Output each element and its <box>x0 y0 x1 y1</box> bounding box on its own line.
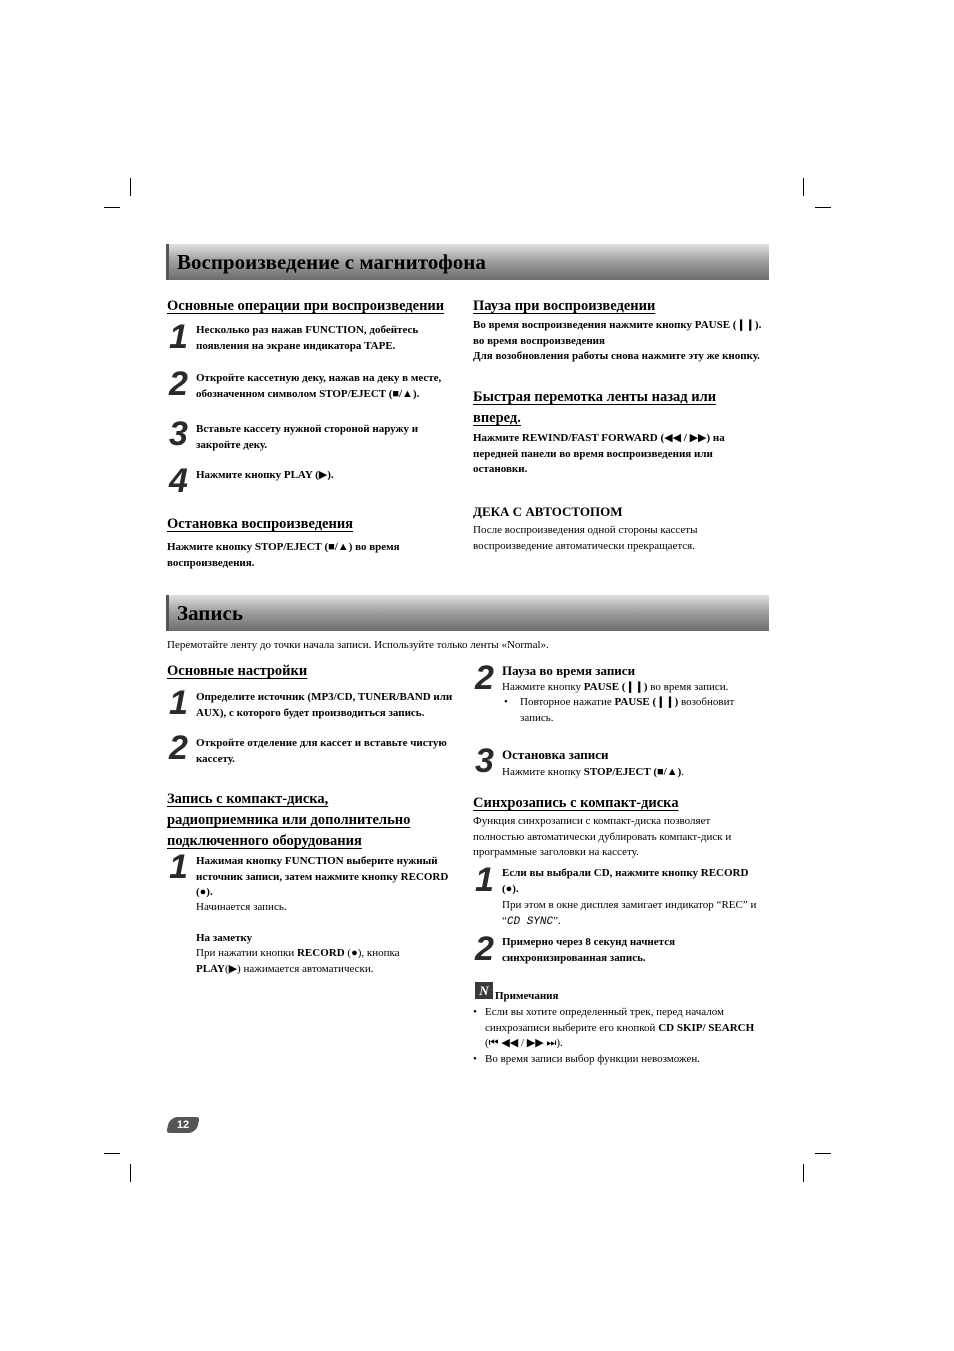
ffrew-text: Нажмите REWIND/FAST FORWARD (◀◀ / ▶▶) на передней панели во время воспроизведения или остановки. <box>473 432 725 476</box>
basic-settings-heading: Основные настройки <box>167 663 308 679</box>
stop-playback-text: Нажмите кнопку STOP/EJECT (■/▲) во время воспроизведения. <box>167 541 400 569</box>
crop-mark <box>803 1164 804 1182</box>
step-number: 3 <box>169 415 188 453</box>
step-text: Откройте отделение для кассет и вставьте чистую кассету. <box>196 737 447 765</box>
step-text: Несколько раз нажав FUNCTION, добейтесь появления на экране индикатора TAPE. <box>196 324 419 352</box>
step-number: 2 <box>169 365 188 403</box>
step-number: 1 <box>169 318 188 356</box>
recording-intro: Перемотайте ленту до точки начала записи. Используйте только ленты «Normal». <box>167 639 549 651</box>
note-text-part: PLAY <box>196 962 225 975</box>
step-text: Примерно через 8 секунд начнется синхронизированная запись. <box>502 936 676 964</box>
note-item-part: CD SKIP/ SEARCH <box>658 1021 755 1034</box>
display-indicator: CD SYNC <box>506 915 554 928</box>
stop-text-part: Нажмите кнопку <box>502 766 584 778</box>
notes-label: Примечания <box>495 990 559 1002</box>
step-number: 4 <box>169 462 188 500</box>
pause-bullet-text <box>520 695 764 726</box>
pause-bullet-part: возобновит запись. <box>520 696 735 724</box>
note-text-part: RECORD <box>296 947 345 959</box>
pause-bullet-part: PAUSE (❙❙) <box>614 696 679 708</box>
note-item-part: Если вы хотите определенный трек, перед началом синхрозаписи выберите его кнопкой <box>485 1006 725 1034</box>
note-item <box>485 1005 763 1052</box>
pause-resume-text: Для возобновления работы снова нажмите эту же кнопку. <box>473 350 760 362</box>
sync-step-text <box>502 898 764 930</box>
cd-record-heading: подключенного оборудования <box>167 833 362 849</box>
stop-text-part: STOP/EJECT (■/▲) <box>583 766 682 778</box>
pause-record-heading: Пауза во время записи <box>502 663 636 678</box>
step-number: 2 <box>475 659 494 697</box>
crop-mark <box>815 207 831 208</box>
step-number: 1 <box>169 684 188 722</box>
crop-mark <box>130 1164 131 1182</box>
bullet-dot: • <box>473 1053 477 1065</box>
stop-playback-heading: Остановка воспроизведения <box>167 516 354 532</box>
crop-mark <box>104 207 120 208</box>
autostop-text: После воспроизведения одной стороны кассеты воспроизведение автоматически прекращается. <box>473 524 698 552</box>
bullet-dot: • <box>504 696 508 708</box>
step-number: 3 <box>475 742 494 780</box>
crop-mark <box>803 178 804 196</box>
section-title: Запись <box>177 601 243 625</box>
stop-text-part: . <box>681 766 685 778</box>
note-text-part: (▶) нажимается автоматически. <box>224 962 374 975</box>
ffrew-heading: вперед. <box>473 410 521 426</box>
bullet-dot: • <box>473 1006 477 1018</box>
ffrew-heading: Быстрая перемотка ленты назад или <box>473 389 717 405</box>
section-title: Воспроизведение с магнитофона <box>177 250 486 274</box>
step-number: 2 <box>475 930 494 968</box>
step-text: Откройте кассетную деку, нажав на деку в месте, обозначенном символом STOP/EJECT (■/▲). <box>196 372 442 400</box>
section-banner-playback <box>166 244 769 280</box>
step-number: 1 <box>475 861 494 899</box>
step-result-text: Начинается запись. <box>196 901 287 913</box>
pause-playback-text: Во время воспроизведения нажмите кнопку PAUSE (❙❙). во время воспроизведения <box>473 319 762 347</box>
stop-record-heading: Остановка записи <box>502 747 609 762</box>
section-banner-recording <box>166 595 769 631</box>
note-item: Во время записи выбор функции невозможен. <box>485 1053 700 1065</box>
step-number: 2 <box>169 729 188 767</box>
crop-mark <box>104 1153 120 1154</box>
pause-bullet-part: Повторное нажатие <box>520 696 615 708</box>
autostop-heading: ДЕКА С АВТОСТОПОМ <box>473 504 623 519</box>
step-text: Если вы выбрали CD, нажмите кнопку RECORD (●). <box>502 867 749 895</box>
pause-record-text <box>502 680 764 696</box>
note-label: На заметку <box>196 932 253 944</box>
sync-record-heading: Синхрозапись с компакт-диска <box>473 795 679 811</box>
pause-text-part: PAUSE (❙❙) <box>583 681 648 693</box>
step-number: 1 <box>169 848 188 886</box>
notes-icon-letter: N <box>479 983 489 998</box>
crop-mark <box>130 178 131 196</box>
pause-text-part: во время записи. <box>647 681 729 693</box>
pause-playback-heading: Пауза при воспроизведении <box>473 298 656 314</box>
note-text-part: (●), кнопка <box>344 947 400 959</box>
stop-record-text <box>502 765 764 781</box>
cd-record-heading: радиоприемника или дополнительно <box>167 812 411 828</box>
sync-text-part: При этом в окне дисплея замигает индикатор “REC” и “ <box>502 899 757 927</box>
notes-icon <box>475 982 493 999</box>
step-text: Нажимая кнопку FUNCTION выберите нужный источник записи, затем нажмите кнопку RECORD (●). <box>196 855 449 899</box>
cd-record-heading: Запись с компакт-диска, <box>167 791 329 807</box>
step-text: Определите источник (MP3/CD, TUNER/BAND или AUX), с которого будет производиться запись. <box>196 691 453 719</box>
page-number: 12 <box>176 1119 190 1131</box>
crop-mark <box>815 1153 831 1154</box>
note-text <box>196 946 460 977</box>
step-text: Нажмите кнопку PLAY (▶). <box>196 469 334 481</box>
sync-text-part: ”. <box>553 914 561 927</box>
sync-record-text: Функция синхрозаписи с компакт-диска позволяет полностью автоматически дублировать компакт-диск и программные заголовки на кассету. <box>473 815 732 859</box>
basic-playback-heading: Основные операции при воспроизведении <box>167 298 445 314</box>
step-text: Вставьте кассету нужной стороной наружу и закройте деку. <box>196 423 419 451</box>
pause-text-part: Нажмите кнопку <box>502 681 584 693</box>
note-text-part: При нажатии кнопки <box>196 947 297 959</box>
note-item-part: (⏮ ◀◀ / ▶▶ ⏭). <box>485 1037 563 1050</box>
